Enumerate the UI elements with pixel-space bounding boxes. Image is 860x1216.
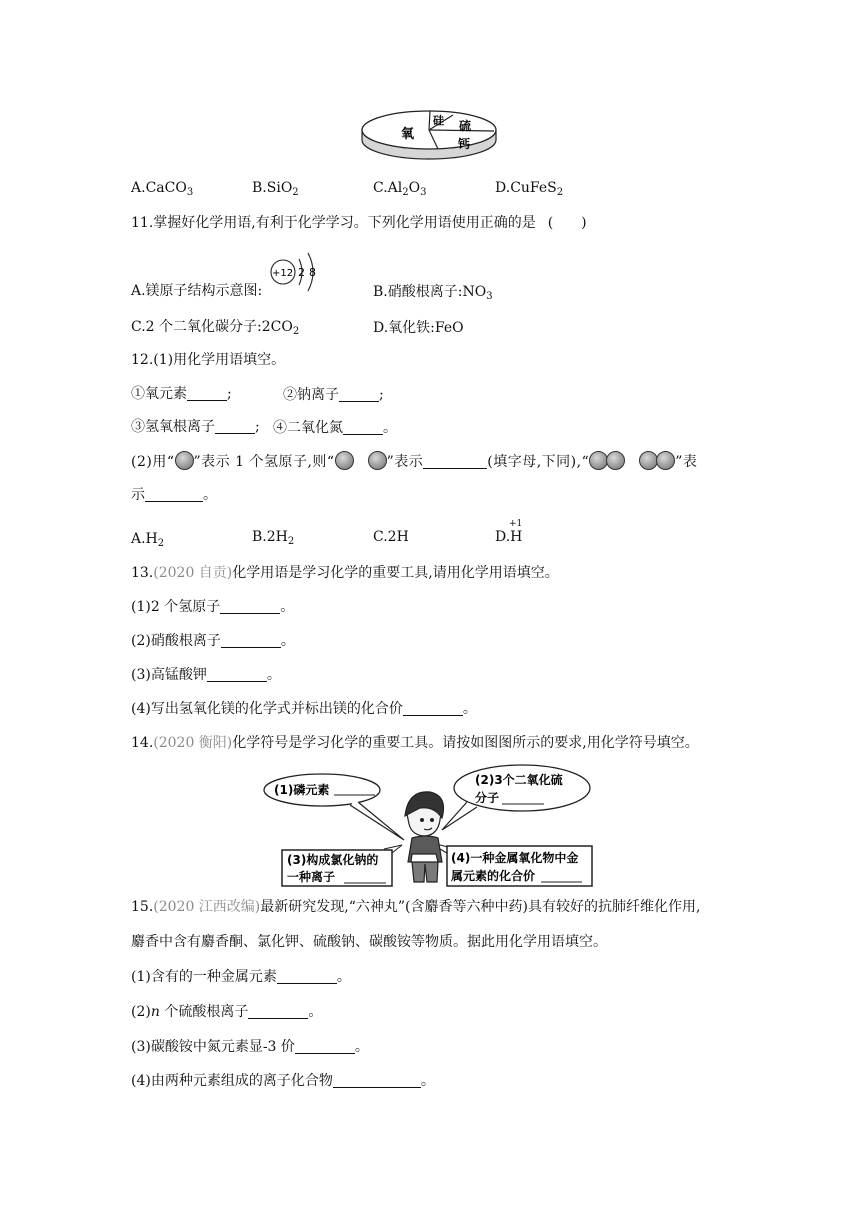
hydrogen-atom-icon xyxy=(368,451,387,470)
answer-blank[interactable] xyxy=(207,667,267,682)
answer-blank[interactable] xyxy=(220,599,280,614)
q11-stem: 11.掌握好化学用语,有利于化学学习。下列化学用语使用正确的是 ( ) xyxy=(131,215,587,231)
q10-option-d: D.CuFeS$_2$ xyxy=(495,180,564,198)
q15-source: (2020 江西改编) xyxy=(153,899,261,915)
q13-stem: 13.(2020 自贡)化学用语是学习化学的重要工具,请用化学用语填空。 xyxy=(131,565,559,581)
answer-blank[interactable] xyxy=(423,454,487,469)
answer-blank[interactable] xyxy=(248,1004,308,1019)
atom-shell-2-electrons: 8 xyxy=(309,266,316,279)
answer-blank[interactable] xyxy=(221,633,281,648)
bubble-sodium-chloride-ion-line-2: 一种离子 xyxy=(287,870,336,884)
q12-option-c: C.2H xyxy=(373,529,409,545)
answer-blank[interactable] xyxy=(403,701,463,716)
q15-stem-1: 15.(2020 江西改编)最新研究发现,“六神丸”(含麝香等六种中药)具有较好的抗肺纤维化作用, xyxy=(131,899,701,915)
answer-blank[interactable] xyxy=(277,969,337,984)
answer-blank[interactable] xyxy=(215,419,255,434)
q13-item-3: (3)高锰酸钾 。 xyxy=(131,667,281,683)
crust-element-pie-figure xyxy=(358,104,500,162)
answer-blank[interactable] xyxy=(339,387,379,402)
hydrogen-atom-icon xyxy=(606,451,625,470)
hydrogen-atom-icon xyxy=(656,451,675,470)
q12-stem: 12.(1)用化学用语填空。 xyxy=(131,352,286,368)
q15-item-3: (3)碳酸铵中氮元素显-3 价 。 xyxy=(131,1039,369,1055)
q12-row-2-b: ④二氧化氮 。 xyxy=(273,420,397,436)
answer-blank[interactable] xyxy=(145,487,203,502)
atom-nucleus-charge: +12 xyxy=(272,268,294,279)
magnesium-atom-structure-diagram xyxy=(268,250,326,296)
student-figure-icon xyxy=(405,792,444,882)
pie-label-calcium: 钙 xyxy=(458,137,471,151)
q12-option-a: $A.H_2$ xyxy=(131,531,165,549)
atom-shell-1-electrons: 2 xyxy=(298,266,305,279)
q10-option-b: B.SiO$_2$ xyxy=(252,180,299,198)
q11-option-a: A.镁原子结构示意图: xyxy=(131,283,263,299)
q12-option-d-valence: +1 xyxy=(509,519,523,529)
q13-item-4: (4)写出氢氧化镁的化学式并标出镁的化合价 。 xyxy=(131,701,477,717)
bubble-sulfur-dioxide-line-2: 分子 xyxy=(475,791,500,805)
q10-option-c: $C.Al_2O_3$ xyxy=(373,180,427,198)
pie-label-oxygen: 氧 xyxy=(401,127,415,142)
answer-blank[interactable] xyxy=(333,1073,421,1088)
bubble-metal-oxide-valence-line-1: (4)一种金属氧化物中金 xyxy=(451,851,579,865)
q14-speech-bubble-figure xyxy=(262,762,602,890)
bubble-phosphorus-element: (1)磷元素 xyxy=(274,783,330,797)
hydrogen-atom-icon xyxy=(175,451,194,470)
q11-option-b: B.硝酸根离子$:NO_3$ xyxy=(373,284,493,302)
q12-part-2-cont: 示 。 xyxy=(131,487,217,503)
q11-option-d: D.氧化铁:FeO xyxy=(373,320,464,336)
q14-stem: 14.(2020 衡阳)化学符号是学习化学的重要工具。请按如图图所示的要求,用化学符号填空。 xyxy=(131,735,699,751)
q12-option-d: D.H xyxy=(495,529,523,545)
q15-item-4: (4)由两种元素组成的离子化合物 。 xyxy=(131,1073,435,1089)
q12-option-b: $B.2H_2$ xyxy=(252,529,295,547)
q11-option-c: C.2 个二氧化碳分子$:2CO_2$ xyxy=(131,319,300,337)
bubble-sodium-chloride-ion-line-1: (3)构成氯化钠的 xyxy=(287,853,379,867)
answer-blank[interactable] xyxy=(187,386,227,401)
bubble-metal-oxide-valence-line-2: 属元素的化合价 xyxy=(451,869,536,883)
q15-stem-2: 麝香中含有麝香酮、氯化钾、硫酸钠、碳酸铵等物质。据此用化学用语填空。 xyxy=(131,934,607,950)
answer-blank[interactable] xyxy=(295,1039,355,1054)
answer-blank[interactable] xyxy=(343,420,383,435)
q12-part-2: (2)用“ ”表示 1 个氢原子,则“ ”表示 (填字母,下同),“ ”表 xyxy=(131,451,697,472)
q15-item-1: (1)含有的一种金属元素 。 xyxy=(131,969,351,985)
q13-source: (2020 自贡) xyxy=(153,565,233,581)
q13-item-2: (2)硝酸根离子 。 xyxy=(131,633,295,649)
hydrogen-atom-icon xyxy=(335,451,354,470)
q10-option-a: A.CaCO$_3$ xyxy=(131,180,194,198)
q12-row-1: ①氧元素 ; xyxy=(131,386,232,402)
q12-row-2: ③氢氧根离子 ; xyxy=(131,419,260,435)
q13-item-1: (1)2 个氢原子 。 xyxy=(131,599,295,615)
pie-label-sulfur: 硫 xyxy=(459,119,472,133)
q15-item-2: (2)n 个硫酸根离子 。 xyxy=(131,1004,323,1020)
bubble-sulfur-dioxide-line-1: (2)3个二氧化硫 xyxy=(475,773,563,787)
q12-row-1-b: ②钠离子 ; xyxy=(283,387,384,403)
pie-label-silicon: 硅 xyxy=(433,114,444,127)
q14-source: (2020 衡阳) xyxy=(153,735,233,751)
